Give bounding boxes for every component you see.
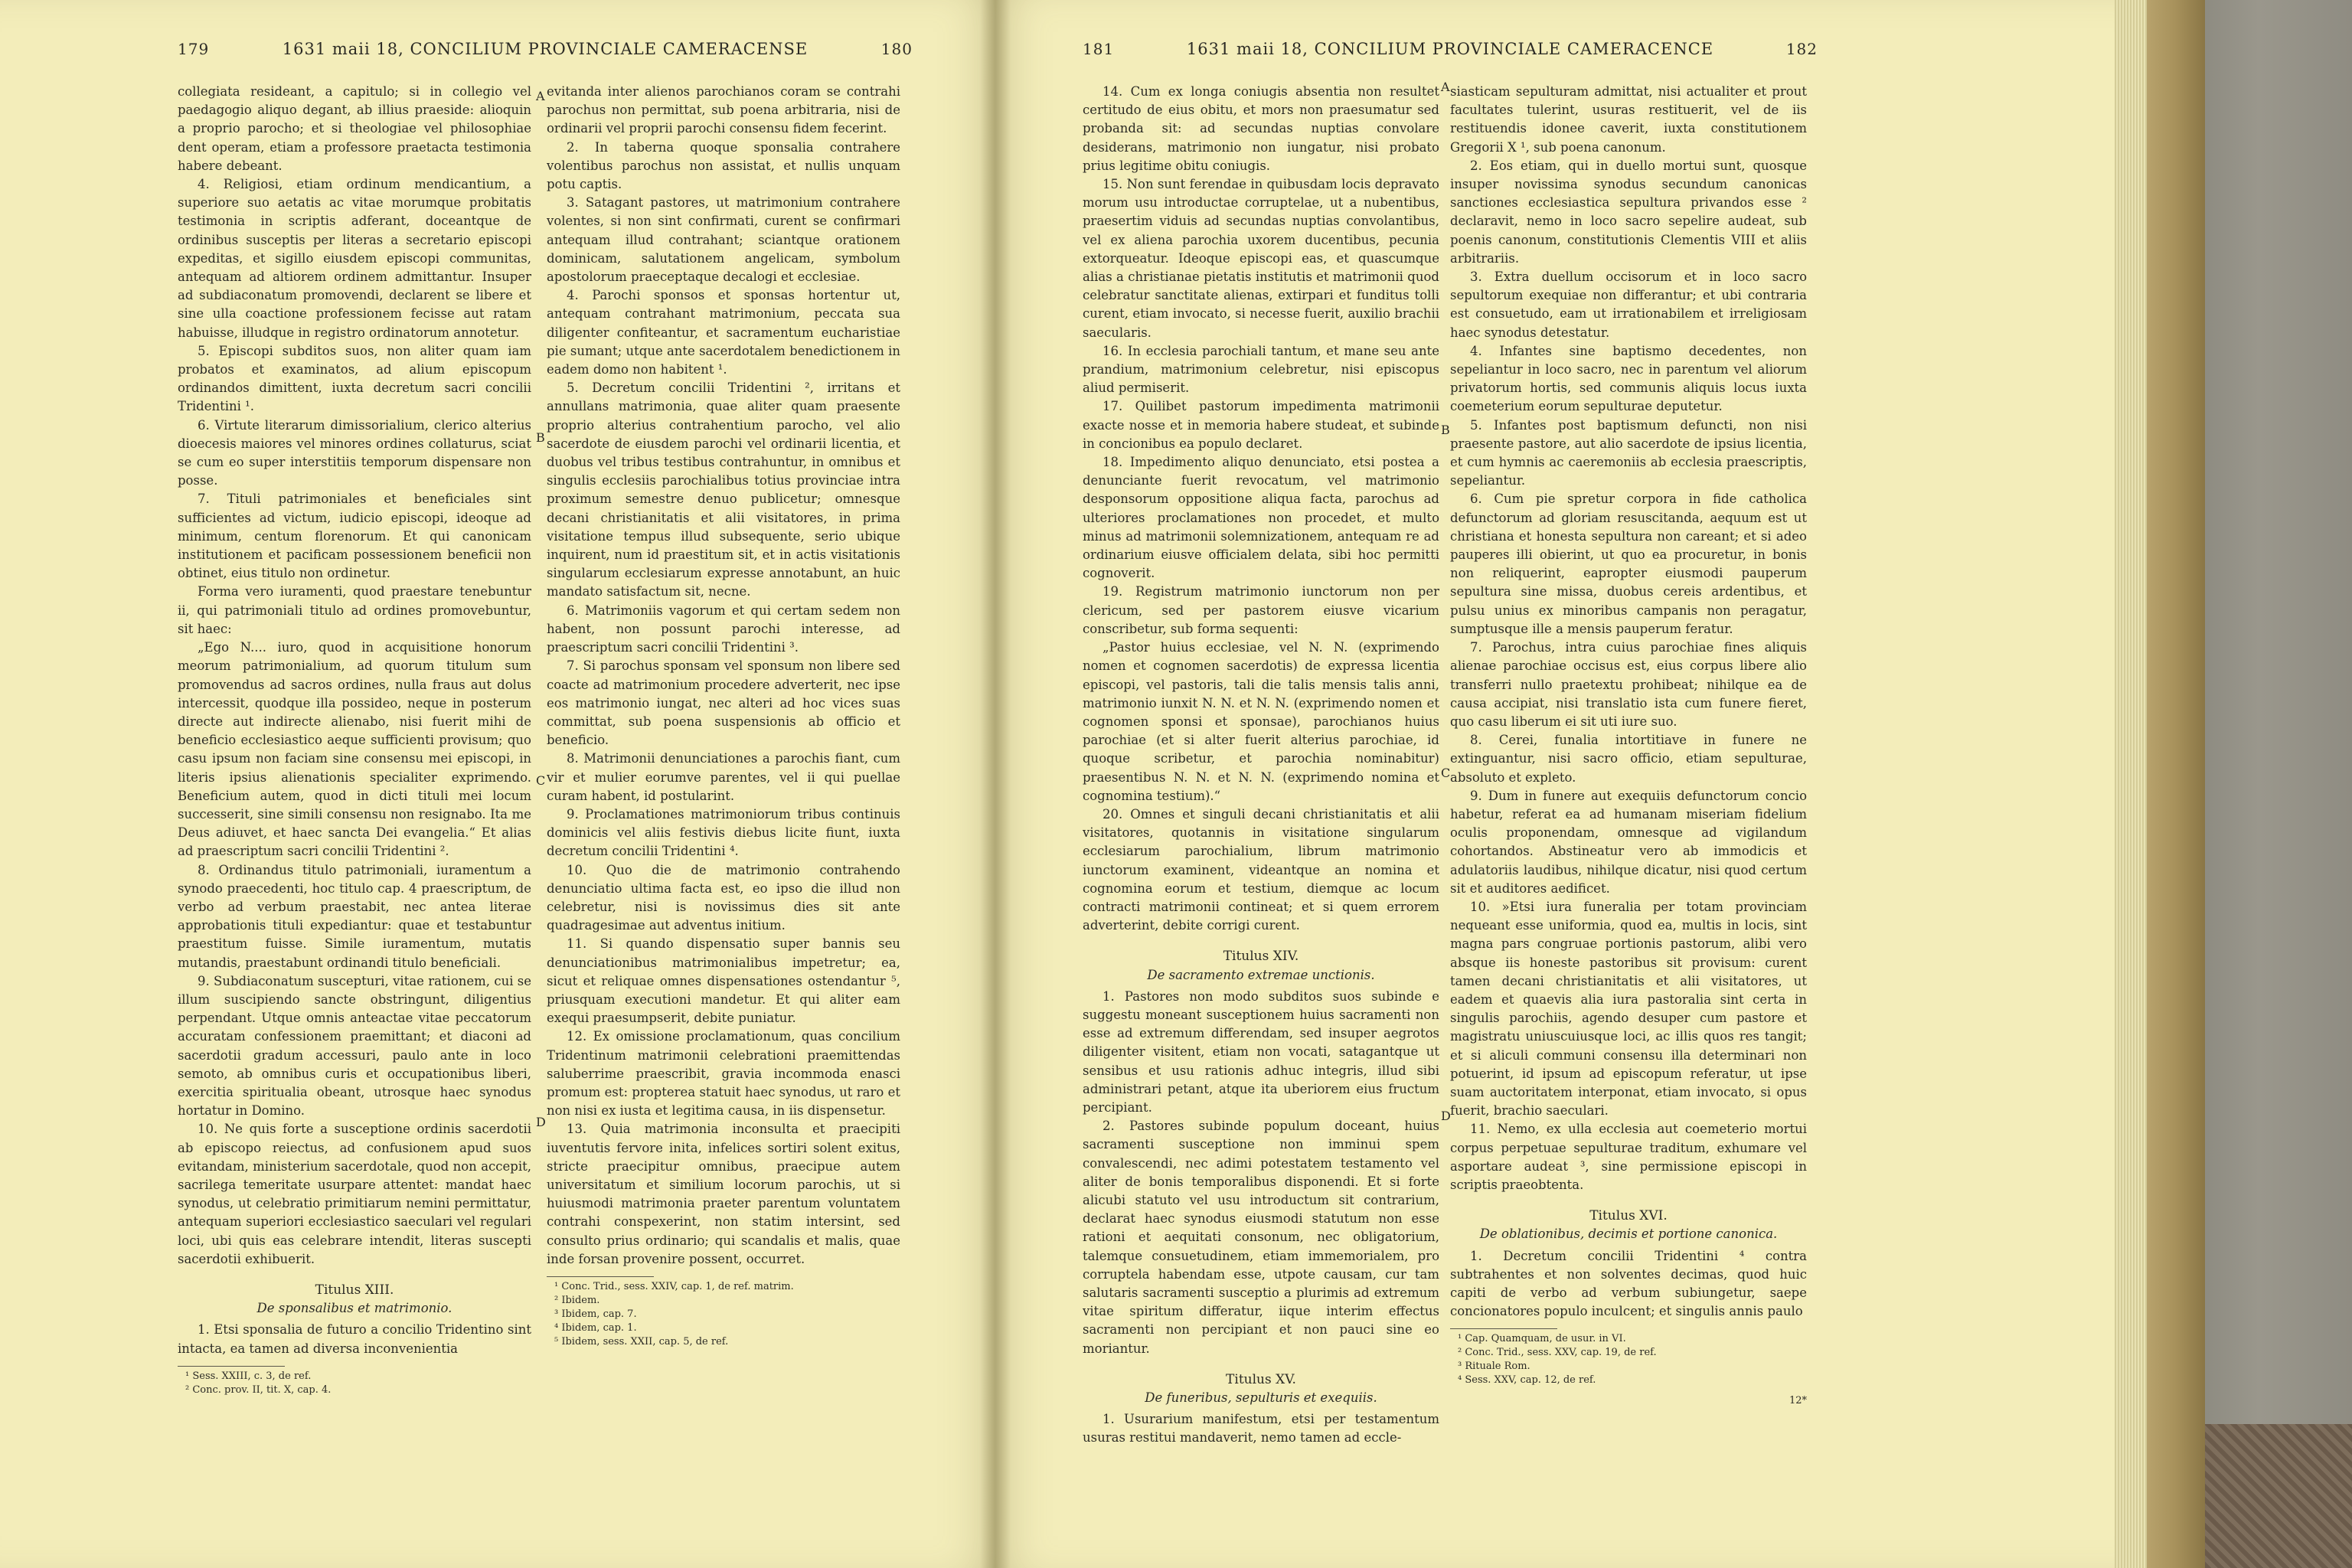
register-formula: „Pastor huius ecclesiae, vel N. N. (exprimendo nomen et cognomen sacerdotis) de expressa licentia episcopi, vel pastoris, tali die talis mensis talis anni, matrimonio iunxit N. N. et N. N. (exprimendo nomen et cognomen sponsi et sponsae), parochianos huius parochiae (et si alter fuerit alterius parochiae, id quoque scribetur, et parochia nominabitur) praesentibus N. N. et N. N. (exprimendo nomina et cognomina testium).“: [1083, 640, 1439, 803]
margin-marker-d: D: [1441, 1109, 1451, 1123]
right-page: [995, 0, 2115, 1568]
footnote: ⁴ Sess. XXV, cap. 12, de ref.: [1458, 1374, 1596, 1387]
paragraph: 3. Extra duellum occisorum et in loco sacro sepultorum exequiae non differantur; et ubi contraria est consuetudo, eam ut irrationabilem et irreligiosam haec synodus detestatur.: [1450, 270, 1807, 340]
footnote: ⁴ Ibidem, cap. 1.: [554, 1322, 637, 1334]
margin-marker-d: D: [536, 1115, 546, 1129]
signature-mark: 12*: [1788, 1395, 1807, 1407]
paragraph: 6. Matrimoniis vagorum et qui certam sedem non habent, non possunt parochi interesse, ad praescriptum sacri concilii Tridentini ³.: [547, 603, 900, 655]
paragraph: 8. Cerei, funalia intortitiave in funere ne extinguantur, nisi sacro officio, etiam sepulturae, absoluto et expleto.: [1450, 733, 1807, 785]
paragraph: siasticam sepulturam admittat, nisi actualiter et prout facultates tulerint, usuras restituerit, vel de iis restituendis idonee caverit, iuxta constitutionem Gregorii X ¹, sub poena canonum.: [1450, 84, 1807, 155]
paragraph: 2. In taberna quoque sponsalia contrahere volentibus parochus non assistat, et nullis unquam potu captis.: [547, 139, 900, 192]
page-number-180: 180: [880, 40, 913, 58]
paragraph: Forma vero iuramenti, quod praestare tenebuntur ii, qui patrimoniali titulo ad ordines promovebuntur, sit haec:: [178, 584, 531, 636]
right-column-2: [1450, 83, 1807, 1522]
running-head-title: 1631 maii 18, CONCILIUM PROVINCIALE CAMERACENCE: [1186, 40, 1714, 58]
paragraph: 4. Parochi sponsos et sponsas hortentur ut, antequam contrahant matrimonium, peccata sua diligenter confiteantur, et sacramentum eucharistiae pie sumant; utque ante sacerdotalem benedictionem in eadem domo non habitent ¹.: [547, 288, 900, 377]
section-subtitle: De oblationibus, decimis et portione canonica.: [1479, 1227, 1778, 1242]
paragraph: 5. Infantes post baptismum defuncti, non nisi praesente pastore, aut alio sacerdote de ipsius licentia, et cum hymnis ac caeremoniis ab ecclesia praescriptis, sepeliantur.: [1450, 417, 1807, 488]
footnote: ² Conc. Trid., sess. XXV, cap. 19, de ref.: [1458, 1347, 1657, 1359]
paragraph: 1. Pastores non modo subditos suos subinde e suggestu moneant susceptionem huius sacramenti non esse ad extremum differendam, sed insuper aegrotos diligenter visitent, etiam non vocati, satagantque ut sensibus et usu rationis adhuc integris, illud sibi administrari petant, atque ita uberiorem eius fructum percipiant.: [1083, 988, 1439, 1115]
paragraph: 17. Quilibet pastorum impedimenta matrimonii exacte nosse et in memoria habere studeat, et subinde in concionibus ea populo declaret.: [1083, 399, 1439, 451]
page-number-181: 181: [1083, 40, 1115, 58]
margin-marker-b: B: [536, 430, 545, 445]
paragraph: 20. Omnes et singuli decani christianitatis et alii visitatores, quotannis in visitatione singularum ecclesiarum parochialium, librum matrimonio iunctorum examinent, videantque an nomina et cognomina eorum et testium, diemque ac locum contracti matrimonii contineat; et si quem errorem adverterint, debite corrigi curent.: [1083, 806, 1439, 933]
footnote-rule: [547, 1276, 654, 1277]
left-running-head: [178, 40, 913, 70]
footnote: ² Ibidem.: [554, 1295, 600, 1306]
paragraph: 7. Tituli patrimoniales et beneficiales sint sufficientes ad victum, iudicio episcopi, ideoque ad minimum, centum florenorum. Et qui canonicam institutionem et pacificam possessionem beneficii non obtinet, eius titulo non ordinetur.: [178, 492, 531, 581]
section-title: Titulus XVI.: [1589, 1208, 1668, 1224]
paragraph: 16. In ecclesia parochiali tantum, et mane seu ante prandium, matrimonium celebretur, nisi episcopus aliud permiserit.: [1083, 343, 1439, 396]
paragraph: 18. Impedimento aliquo denunciato, etsi postea a denunciante fuerit revocatum, vel matrimonio desponsorum oppositione aliqua facta, parochus ad ulteriores proclamationes non procedet, et multo minus ad matrimonii solemnizationem, antequam re ad ordinarium eiusve officialem delata, sibi hoc permitti cognoverit.: [1083, 455, 1439, 581]
footnote-rule: [1450, 1328, 1557, 1329]
section-title: Titulus XIV.: [1223, 949, 1299, 965]
paragraph: evitanda inter alienos parochianos coram se contrahi parochus non permittat, sub poena arbitraria, nisi de ordinarii vel proprii parochi consensu fidem fecerint.: [547, 84, 900, 136]
paragraph: 4. Infantes sine baptismo decedentes, non sepeliantur in loco sacro, nec in parentum vel aliorum privatorum hortis, sed communis aliquis locus iuxta coemeterium eorum sepulturae deputetur.: [1450, 343, 1807, 414]
paragraph: 8. Matrimonii denunciationes a parochis fiant, cum vir et mulier eorumve parentes, vel ii qui puellae curam habent, id postularint.: [547, 751, 900, 803]
footnote: ¹ Conc. Trid., sess. XXIV, cap. 1, de ref. matrim.: [554, 1281, 794, 1292]
paragraph: 7. Parochus, intra cuius parochiae fines aliquis alienae parochiae occisus est, eius corpus libere alio transferri nullo praetextu prohibeat; nihilque ea de causa accipiat, nisi translatio ista cum funere fieret, quo casu liberum ei sit uti iure suo.: [1450, 640, 1807, 729]
footnote: ³ Ibidem, cap. 7.: [554, 1308, 637, 1320]
margin-marker-a: A: [536, 89, 545, 103]
paragraph: 6. Cum pie spretur corpora in fide catholica defunctorum ad gloriam resuscitanda, aequum est ut christiana et honesta sepultura non careant; et si adeo pauperes illi obierint, ut quo ea procuretur, in bonis non reliquerint, eapropter eiusmodi pauperum sepultura sine missa, duobus cereis ardentibus, et pulsu unius ex minoribus campanis non peragatur, sumptusque ille a mensis pauperum feratur.: [1450, 492, 1807, 636]
paragraph: 4. Religiosi, etiam ordinum mendicantium, a superiore suo aetatis ac vitae morumque probitatis testimonia in scriptis adferant, doceantque de ordinibus susceptis per literas a secretario episcopi expeditas, et sigillo eiusdem episcopi communitas, antequam ad altiorem ordinem admittantur. Insuper ad subdiaconatum promovendi, declarent se libere et sine ulla coactione professionem fecisse aut ratam habuisse, illudque in registro ordinatorum annotetur.: [178, 177, 531, 340]
page-number-182: 182: [1785, 40, 1818, 58]
paragraph: 7. Si parochus sponsam vel sponsum non libere sed coacte ad matrimonium procedere adverterit, nec ipse eos matrimonio iungat, nec alteri ad hoc vices suas committat, sub poena suspensionis ab officio et beneficio.: [547, 658, 900, 748]
footnote: ² Conc. prov. II, tit. X, cap. 4.: [185, 1383, 332, 1396]
right-running-head: [1083, 40, 1818, 70]
oath-quotation: „Ego N.... iuro, quod in acquisitione honorum meorum patrimonialium, ad quorum titulum sum promovendus ad sacros ordines, nulla fraus aut dolus intercessit, quodque illa possideo, neque in posterum directe aut indirecte alienabo, nisi fuerit mihi de beneficio ecclesiastico aeque sufficienti provisum; quo casu ipsum non faciam sine consensu mei episcopi, in literis ipsius alienationis specialiter exprimendo. Beneficium autem, quod in dicti tituli mei locum successerit, sine simili consensu non resignabo. Ita me Deus adiuvet, et haec sancta Dei evangelia.“ Et alias ad praescriptum sacri concilii Tridentini ².: [178, 640, 531, 859]
paragraph: 1. Etsi sponsalia de futuro a concilio Tridentino sint intacta, ea tamen ad diversa inconvenientia: [178, 1322, 531, 1356]
paragraph: 2. Eos etiam, qui in duello mortui sunt, quosque insuper novissima synodus secundum canonicas sanctiones ecclesiastica sepultura privandos esse ² declaravit, nemo in loco sacro sepelire audeat, sub poenis canonum, constitutionis Clementis VIII et aliis arbitrariis.: [1450, 158, 1807, 266]
left-column-1: [178, 83, 531, 1522]
paragraph: 15. Non sunt ferendae in quibusdam locis depravato morum usu introductae corruptelae, ut a nubentibus, praesertim viduis ad secundas nuptias convolantibus, vel ex aliena parochia uxorem ducentibus, pecunia extorqueatur. Ideoque episcopi eas, et quascumque alias a christianae pietatis institutis et matrimonii quod celebratur sanctitate alienas, extirpari et funditus tolli curent, etiam invocato, si necesse fuerit, auxilio brachii saecularis.: [1083, 177, 1439, 340]
margin-marker-c: C: [1441, 766, 1451, 780]
paragraph: 13. Quia matrimonia inconsulta et praecipiti iuventutis fervore inita, infelices sortiri solent exitus, stricte praecipitur omnibus, praecipue autem universitatum et similium locorum parochis, ut si huiusmodi matrimonia praeter parentum voluntatem contrahi conspexerint, non statim intersint, sed consulto prius ordinario; qui scandalis et malis, quae inde forsan provenire possent, occurret.: [547, 1122, 900, 1266]
footnote: ¹ Cap. Quamquam, de usur. in VI.: [1458, 1333, 1626, 1345]
footnote: ¹ Sess. XXIII, c. 3, de ref.: [185, 1370, 312, 1382]
left-column-2: [547, 83, 900, 1522]
paragraph: 9. Dum in funere aut exequiis defunctorum concio habetur, referat ea ad humanam miseriam fidelium oculis proponendam, omnesque ad vigilandum cohortandos. Abstineatur vero ab immodicis et adulatoriis laudibus, nihilque dicatur, nisi quod certum sit et auditores aedificet.: [1450, 788, 1807, 896]
section-subtitle: De sacramento extremae unctionis.: [1147, 967, 1375, 982]
page-block-edges: [2113, 0, 2147, 1568]
paragraph: 11. Nemo, ex ulla ecclesia aut coemeterio mortui corpus perpetuae sepulturae traditum, exhumare vel asportare audeat ³, sine permissione episcopi in scriptis praeobtenta.: [1450, 1122, 1807, 1192]
paragraph: 5. Decretum concilii Tridentini ², irritans et annullans matrimonia, quae aliter quam praesente proprio alterius contrahentium parocho, vel alio sacerdote de eiusdem parochi vel ordinarii licentia, et duobus vel tribus testibus contrahuntur, in omnibus et singulis ecclesiis parochialibus totius provinciae intra proximum semestre denuo publicetur; omnesque decani christianitatis et alii visitatores, in prima visitatione tempus illud subsequente, serio ubique inquirent, num id praestitum sit, et in actis visitationis singularum ecclesiarum expresse annotabunt, an huic mandato satisfactum sit, necne.: [547, 381, 900, 599]
right-column-1: [1083, 83, 1439, 1522]
paragraph: 3. Satagant pastores, ut matrimonium contrahere volentes, si non sint confirmati, curent se confirmari antequam illud contrahant; sciantque orationem dominicam, salutationem angelicam, symbolum apostolorum praeceptaque decalogi et ecclesiae.: [547, 195, 900, 285]
book-cover-edge: [2144, 0, 2205, 1568]
left-page: [0, 0, 995, 1568]
section-subtitle: De funeribus, sepulturis et exequiis.: [1145, 1390, 1377, 1406]
paragraph: 11. Si quando dispensatio super bannis seu denunciationibus matrimonialibus impetretur; ea, sicut et reliquae omnes dispensationes ostendantur ⁵, priusquam executioni mandetur. Et qui aliter eam exequi praesumpserit, debite puniatur.: [547, 936, 900, 1026]
paragraph: 10. Ne quis forte a susceptione ordinis sacerdotii ab episcopo reiectus, ad confusionem apud suos evitandam, ministerium sacerdotale, quod non accepit, sacrilega temeritate usurpare attentet: mandat haec synodus, ut celebratio primitiarum nemini permittatur, antequam superiori ecclesiastico saeculari vel regulari loci, ubi quis eas celebrare intendit, literas suscepti sacerdotii exhibuerit.: [178, 1122, 531, 1266]
paragraph: 10. Quo die de matrimonio contrahendo denunciatio ultima facta est, eo ipso die illud non celebretur, nisi is novissimus dies sit ante quadragesimae aut adventus initium.: [547, 862, 900, 933]
paragraph: 12. Ex omissione proclamationum, quas concilium Tridentinum matrimonii celebrationi praemittendas saluberrime praescribit, gravia incommoda enasci promum est: propterea statuit haec synodus, ut raro et non nisi ex iusta et legitima causa, in iis dispensetur.: [547, 1029, 900, 1119]
paragraph: 1. Usurarium manifestum, etsi per testamentum usuras restitui mandaverit, nemo tamen ad eccle-: [1083, 1412, 1439, 1446]
running-head-title: 1631 maii 18, CONCILIUM PROVINCIALE CAMERACENSE: [282, 40, 808, 58]
footnote-rule: [178, 1366, 285, 1367]
paragraph: 2. Pastores subinde populum doceant, huius sacramenti susceptione non imminui spem convalescendi, nec adimi potestatem testamento vel aliter de bonis temporalibus disponendi. Et si forte alicubi statuto vel usu introductum sit contrarium, declarat haec synodus eiusmodi statutum non esse rationi et aequitati consonum, nec obligatorium, talemque consuetudinem, etiam immemorialem, pro corruptela habendam esse, utpote causam, cur tam salutaris sacramenti susceptio a plurimis ad extremum vitae spiritum differatur, iique interim effectus sacramenti non percipiant et non pauci sine eo moriantur.: [1083, 1119, 1439, 1356]
footnote: ³ Rituale Rom.: [1458, 1361, 1530, 1373]
footnote: ⁵ Ibidem, sess. XXII, cap. 5, de ref.: [554, 1336, 729, 1348]
book-gutter: [980, 0, 1011, 1568]
paragraph: 14. Cum ex longa coniugis absentia non resultet certitudo de eius obitu, et mors non praesumatur sed probanda sit: ad secundas nuptias convolare desiderans, matrimonio non iungatur, nisi probato prius legitime obitu coniugis.: [1083, 84, 1439, 173]
paragraph: 9. Proclamationes matrimoniorum tribus continuis dominicis vel aliis festivis diebus licite fiunt, iuxta decretum concilii Tridentini ⁴.: [547, 806, 900, 859]
cloth-corner: [2205, 1424, 2352, 1568]
paragraph: collegiata resideant, a capitulo; si in collegio vel paedagogio aliquo degant, ab illius praeside: alioquin a proprio parocho; et si theologiae vel philosophiae dent operam, etiam a professore praetacta testimonia habere debeant.: [178, 84, 531, 173]
margin-marker-c: C: [536, 773, 546, 788]
paragraph: 19. Registrum matrimonio iunctorum non per clericum, sed per pastorem eiusve vicarium conscribetur, sub forma sequenti:: [1083, 584, 1439, 636]
paragraph: 8. Ordinandus titulo patrimoniali, iuramentum a synodo praecedenti, hoc titulo cap. 4 praescriptum, de verbo ad verbum praestabit, nec antea literae approbationis tituli expediantur: quae et testabuntur praestitum fuisse. Simile iuramentum, mutatis mutandis, praestabunt ordinandi titulo beneficiali.: [178, 862, 531, 970]
paragraph: 1. Decretum concilii Tridentini ⁴ contra subtrahentes et non solventes decimas, quod huic capiti de verbo ad verbum subiungetur, saepe concionatores populo inculcent; et singulis annis paulo: [1450, 1248, 1807, 1319]
section-subtitle: De sponsalibus et matrimonio.: [256, 1301, 452, 1316]
margin-marker-b: B: [1441, 423, 1450, 437]
margin-marker-a: A: [1441, 80, 1450, 94]
desk-background: [2197, 0, 2352, 1568]
paragraph: 10. »Etsi iura funeralia per totam provinciam nequeant esse uniformia, quod ea, multis in locis, sint magna pars congruae portionis pastorum, alibi vero absque iis honeste pastoribus sit provisum: curent tamen decani christianitatis et alii visitatores, ut eadem et quaevis alia iura pastoralia sint certa in singulis parochiis, agendo desuper cum pastore et magistratu uniuscuiusque loci, ac illis quos res tangit; et si aliculi communi consensu illa determinari non potuerint, id ipsum ad episcopum referatur, ut ipse suam auctoritatem interponat, etiam invocato, si opus fuerit, brachio saeculari.: [1450, 899, 1807, 1119]
section-title: Titulus XIII.: [315, 1282, 394, 1298]
paragraph: 6. Virtute literarum dimissorialium, clerico alterius dioecesis maiores vel minores ordines collaturus, sciat se cum eo super interstitiis temporum dispensare non posse.: [178, 417, 531, 488]
page-number-179: 179: [178, 40, 210, 58]
paragraph: 5. Episcopi subditos suos, non aliter quam iam probatos et examinatos, ad alium episcopum ordinandos dimittent, iuxta decretum sacri concilii Tridentini ¹.: [178, 343, 531, 414]
section-title: Titulus XV.: [1226, 1371, 1296, 1387]
paragraph: 9. Subdiaconatum suscepturi, vitae rationem, cui se illum suscipiendo sancte obstringunt, diligentius perpendant. Utque omnis anteactae vitae peccatorum accuratam confessionem praemittant; et diaconi ad sacerdotii gradum accessuri, paulo ante in loco semoto, ab omnibus curis et occupationibus liberi, exercitia spiritualia obeant, utrosque haec synodus hortatur in Domino.: [178, 973, 531, 1119]
